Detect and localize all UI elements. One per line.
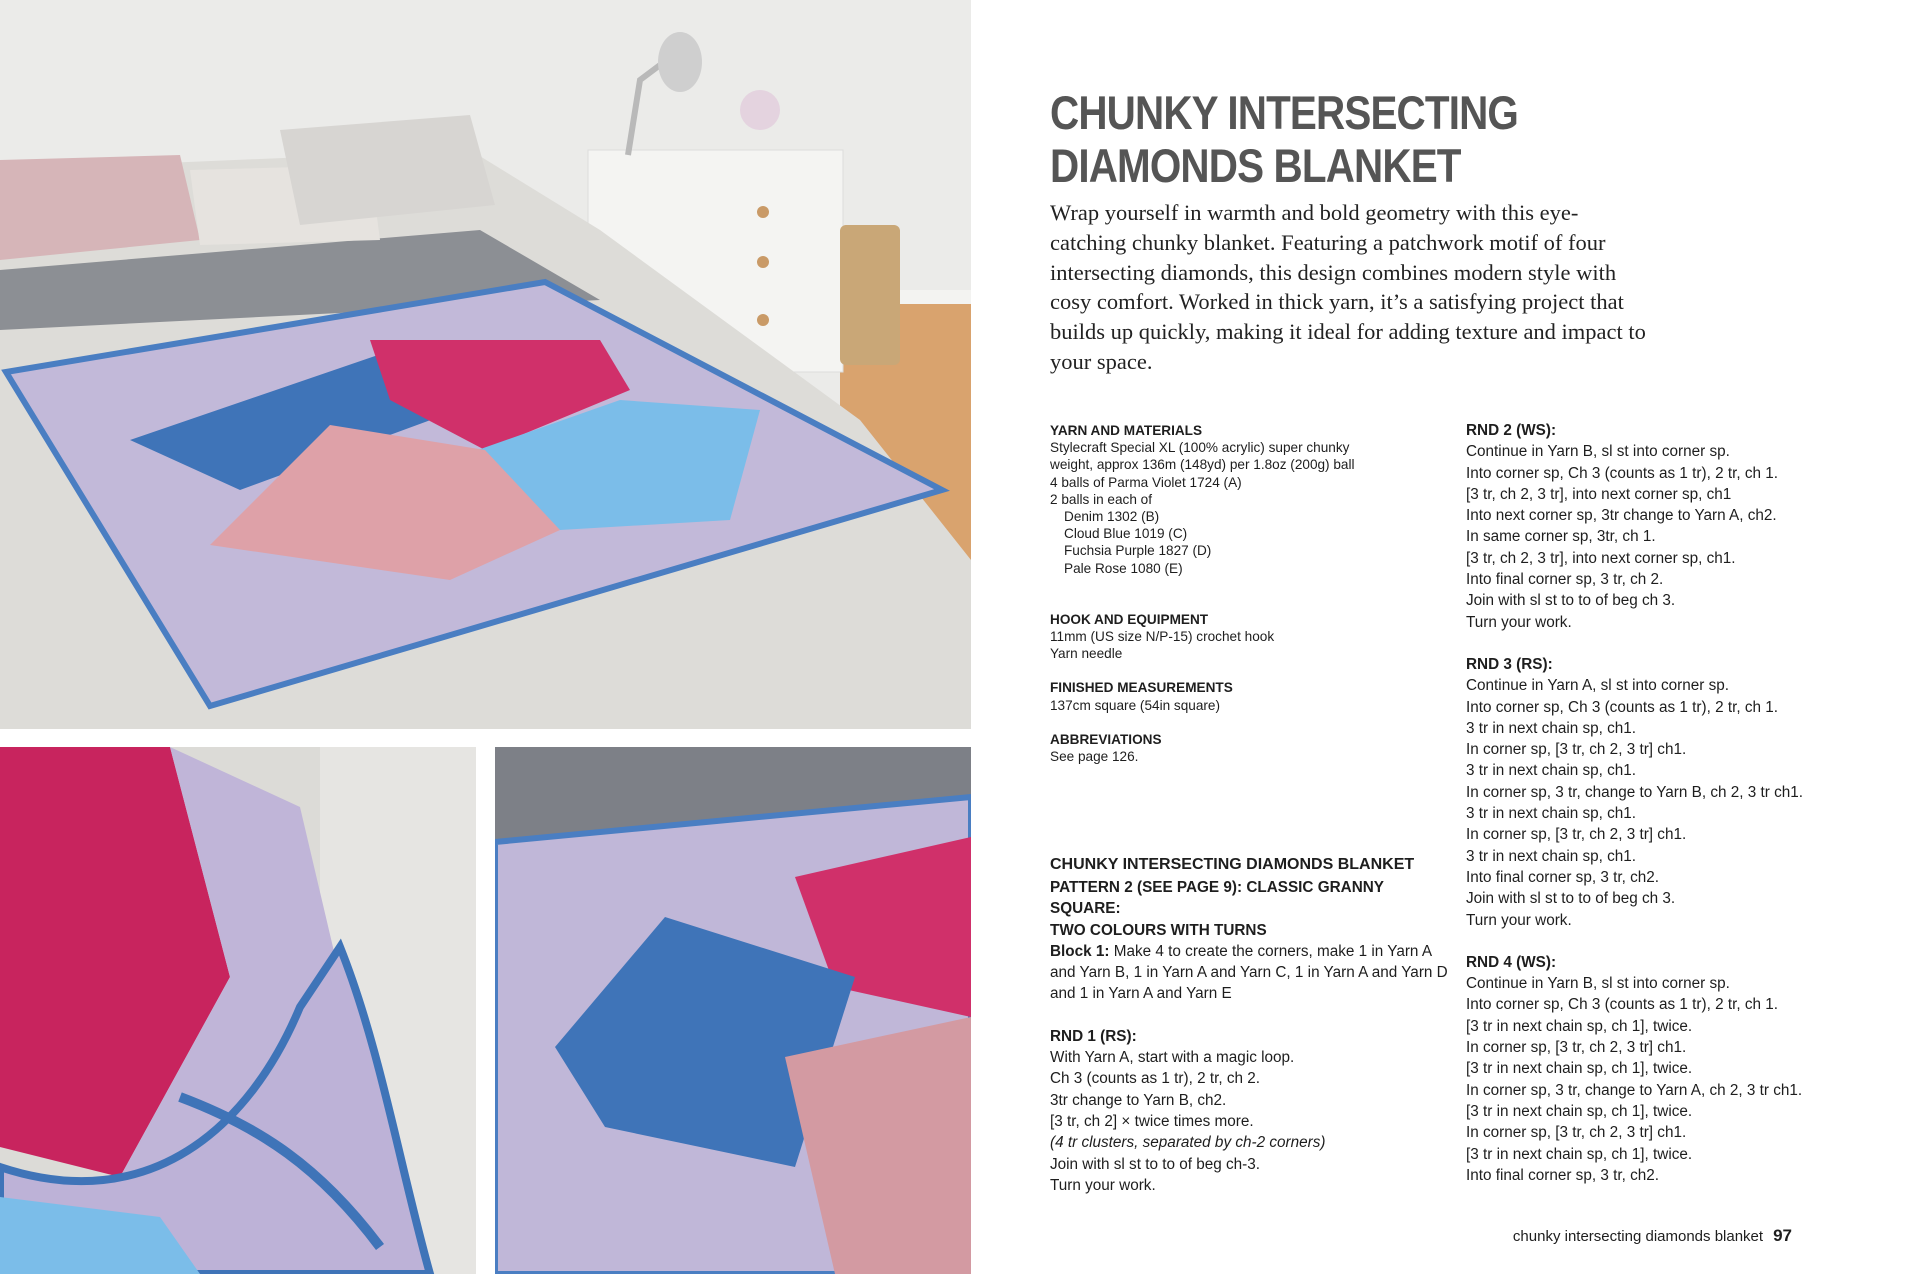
round-instruction: In same corner sp, 3tr, ch 1. — [1466, 528, 1656, 546]
round-instruction: [3 tr in next chain sp, ch 1], twice. — [1466, 1145, 1693, 1163]
hook-heading: HOOK AND EQUIPMENT — [1050, 611, 1209, 627]
round-instruction: Turn your work. — [1466, 911, 1572, 929]
round-instruction: In corner sp, [3 tr, ch 2, 3 tr] ch1. — [1466, 741, 1687, 759]
blanket-on-bed-photo — [0, 0, 971, 729]
round-2 — [1466, 420, 1866, 633]
title-line: DIAMONDS BLANKET — [1050, 139, 1461, 192]
materials-line: Stylecraft Special XL (100% acrylic) super chunky — [1050, 440, 1350, 456]
round-heading: RND 1 (RS): — [1050, 1027, 1137, 1045]
title-line: CHUNKY INTERSECTING — [1050, 86, 1519, 139]
materials-line: 4 balls of Parma Violet 1724 (A) — [1050, 474, 1242, 490]
round-heading: RND 4 (WS): — [1466, 953, 1557, 971]
round-instruction: Continue in Yarn B, sl st into corner sp. — [1466, 975, 1730, 993]
round-instruction: Turn your work. — [1050, 1176, 1156, 1194]
pattern-column — [1050, 853, 1450, 1196]
round-instruction: Continue in Yarn B, sl st into corner sp. — [1466, 443, 1730, 461]
round-instruction: 3 tr in next chain sp, ch1. — [1466, 805, 1637, 823]
round-heading: RND 2 (WS): — [1466, 422, 1557, 439]
yarn-colour: Fuchsia Purple 1827 (D) — [1064, 543, 1212, 559]
round-instruction: 3 tr in next chain sp, ch1. — [1466, 847, 1637, 865]
rounds-column — [1466, 420, 1866, 1186]
round-instruction: Into corner sp, Ch 3 (counts as 1 tr), 2 tr, ch 1. — [1466, 698, 1779, 716]
pattern-subtitle: TWO COLOURS WITH TURNS — [1050, 921, 1267, 939]
round-instruction: In corner sp, [3 tr, ch 2, 3 tr] ch1. — [1466, 1124, 1687, 1142]
page-footer — [1513, 1226, 1792, 1246]
round-instruction: (4 tr clusters, separated by ch-2 corners) — [1050, 1134, 1326, 1152]
yarn-colour: Denim 1302 (B) — [1064, 509, 1160, 525]
running-title: chunky intersecting diamonds blanket — [1512, 1228, 1764, 1245]
materials-line: 2 balls in each of — [1050, 491, 1153, 507]
round-instruction: Continue in Yarn A, sl st into corner sp. — [1466, 677, 1730, 695]
round-instruction: [3 tr in next chain sp, ch 1], twice. — [1466, 1102, 1693, 1120]
page-title — [1050, 86, 1566, 192]
blanket-detail-photo — [495, 747, 971, 1274]
round-instruction: Join with sl st to to of beg ch 3. — [1466, 592, 1676, 610]
measurements-heading: FINISHED MEASUREMENTS — [1050, 680, 1233, 696]
round-heading: RND 3 (RS): — [1466, 655, 1553, 673]
measurements-line: 137cm square (54in square) — [1050, 697, 1221, 713]
abbreviations-heading: ABBREVIATIONS — [1050, 731, 1162, 747]
round-4 — [1466, 952, 1866, 1186]
round-instruction: [3 tr, ch 2] × twice times more. — [1050, 1112, 1254, 1130]
round-instruction: [3 tr, ch 2, 3 tr], into next corner sp, ch1 — [1466, 485, 1732, 503]
round-instruction: [3 tr, ch 2, 3 tr], into next corner sp, ch1. — [1466, 549, 1736, 567]
round-instruction: [3 tr in next chain sp, ch 1], twice. — [1466, 1060, 1693, 1078]
yarn-colour: Cloud Blue 1019 (C) — [1064, 526, 1188, 542]
round-instruction: Into next corner sp, 3tr change to Yarn A, ch2. — [1466, 507, 1777, 525]
folded-blanket-photo — [0, 747, 476, 1274]
round-3 — [1466, 654, 1866, 931]
round-instruction: Join with sl st to to of beg ch 3. — [1466, 890, 1676, 908]
round-instruction: In corner sp, 3 tr, change to Yarn A, ch 2, 3 tr ch1. — [1466, 1081, 1803, 1099]
intro-paragraph: Wrap yourself in warmth and bold geometry with this eye-catching chunky blanket. Featuring a patchwork motif of four intersecting diamonds, this design combines modern style with cosy comfort. Worked in thick yarn, it’s a satisfying project that builds up quickly, making it ideal for adding texture and impact to your space. — [1050, 200, 1646, 374]
materials-heading: YARN AND MATERIALS — [1050, 423, 1203, 438]
round-instruction: Ch 3 (counts as 1 tr), 2 tr, ch 2. — [1050, 1070, 1260, 1088]
materials-line: weight, approx 136m (148yd) per 1.8oz (200g) ball — [1050, 457, 1355, 473]
materials-column — [1050, 422, 1450, 765]
block-label: Block 1: — [1050, 942, 1110, 960]
round-1 — [1050, 1026, 1450, 1196]
round-instruction: In corner sp, [3 tr, ch 2, 3 tr] ch1. — [1466, 826, 1687, 844]
round-instruction: Into corner sp, Ch 3 (counts as 1 tr), 2 tr, ch 1. — [1466, 996, 1779, 1014]
round-instruction: [3 tr in next chain sp, ch 1], twice. — [1466, 1017, 1693, 1035]
round-instruction: Into corner sp, Ch 3 (counts as 1 tr), 2 tr, ch 1. — [1466, 464, 1779, 482]
round-instruction: 3 tr in next chain sp, ch1. — [1466, 719, 1637, 737]
abbreviations-line: See page 126. — [1050, 749, 1139, 765]
block-instructions — [1050, 941, 1450, 1005]
hook-line: 11mm (US size N/P-15) crochet hook — [1050, 629, 1275, 645]
round-instruction: 3tr change to Yarn B, ch2. — [1050, 1091, 1227, 1109]
round-instruction: In corner sp, 3 tr, change to Yarn B, ch 2, 3 tr ch1. — [1466, 783, 1804, 801]
round-instruction: Into final corner sp, 3 tr, ch 2. — [1466, 571, 1664, 589]
pattern-title: CHUNKY INTERSECTING DIAMONDS BLANKET — [1050, 856, 1415, 873]
round-instruction: Into final corner sp, 3 tr, ch2. — [1466, 868, 1660, 886]
yarn-colour: Pale Rose 1080 (E) — [1064, 560, 1183, 576]
hook-line: Yarn needle — [1050, 646, 1123, 662]
pattern-subtitle: PATTERN 2 (SEE PAGE 9): CLASSIC GRANNY SQUARE: — [1050, 879, 1384, 918]
round-instruction: With Yarn A, start with a magic loop. — [1050, 1049, 1295, 1067]
round-instruction: Turn your work. — [1466, 613, 1572, 631]
block-text: Make 4 to create the corners, make 1 in Yarn A and Yarn B, 1 in Yarn A and Yarn C, 1 in Yarn A and Yarn D and 1 in Yarn A and Yarn E — [1050, 942, 1448, 1003]
round-instruction: In corner sp, [3 tr, ch 2, 3 tr] ch1. — [1466, 1039, 1687, 1057]
round-instruction: Into final corner sp, 3 tr, ch2. — [1466, 1166, 1660, 1184]
round-instruction: Join with sl st to to of beg ch-3. — [1050, 1155, 1261, 1173]
round-instruction: 3 tr in next chain sp, ch1. — [1466, 762, 1637, 780]
page-number: 97 — [1773, 1226, 1792, 1245]
